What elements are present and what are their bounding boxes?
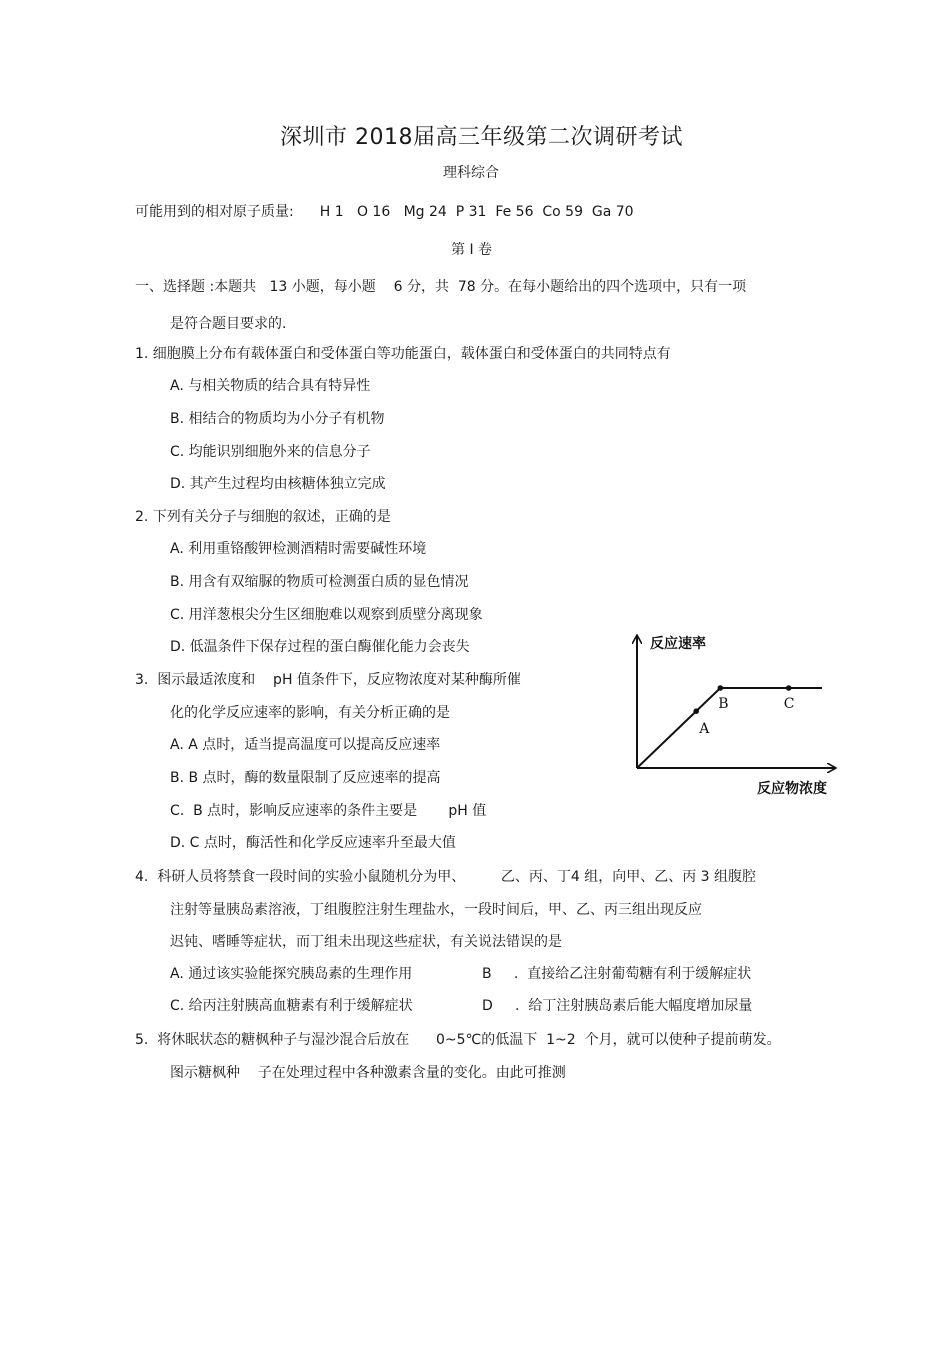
q2-option-d: D. 低温条件下保存过程的蛋白酶催化能力会丧失 [170,639,470,655]
q3-option-c: C. B 点时，影响反应速率的条件主要是 pH 值 [170,803,487,819]
page-title: 深圳市 2018届高三年级第二次调研考试 [280,125,683,150]
q2-stem: 2. 下列有关分子与细胞的叙述，正确的是 [135,509,391,525]
x-axis-label: 反应物浓度 [757,781,827,797]
point-a-marker [693,708,699,714]
q4-option-b: B . 直接给乙注射葡萄糖有利于缓解症状 [482,966,752,982]
q1-option-b: B. 相结合的物质均为小分子有机物 [170,411,385,427]
q3-option-a: A. A 点时，适当提高温度可以提高反应速率 [170,737,441,753]
q4-option-d: D . 给丁注射胰岛素后能大幅度增加尿量 [482,998,753,1014]
q3-stem-line2: 化的化学反应速率的影响，有关分析正确的是 [170,705,450,721]
point-c-marker [786,685,792,691]
page-subtitle: 理科综合 [443,165,499,181]
point-c-label: C [783,696,795,712]
q3-option-d: D. C 点时，酶活性和化学反应速率升至最大值 [170,835,456,851]
q3-option-b: B. B 点时，酶的数量限制了反应速率的提高 [170,770,441,786]
q4-option-a: A. 通过该实验能探究胰岛素的生理作用 [170,966,413,982]
q1-stem: 1. 细胞膜上分布有载体蛋白和受体蛋白等功能蛋白，载体蛋白和受体蛋白的共同特点有 [135,346,671,362]
q4-stem-line2: 注射等量胰岛素溶液，丁组腹腔注射生理盐水，一段时间后，甲、乙、丙三组出现反应 [170,902,702,918]
point-b-marker [718,685,724,691]
q2-option-b: B. 用含有双缩脲的物质可检测蛋白质的显色情况 [170,574,469,590]
q1-option-a: A. 与相关物质的结合具有特异性 [170,378,371,394]
q3-stem-line1: 3. 图示最适浓度和 pH 值条件下，反应物浓度对某种酶所催 [135,672,521,688]
atomic-mass-values: H 1 O 16 Mg 24 P 31 Fe 56 Co 59 Ga 70 [319,204,634,220]
q5-stem-line2: 图示糖枫种 子在处理过程中各种激素含量的变化。由此可推测 [170,1065,566,1081]
q4-stem-line3: 迟钝、嗜睡等症状，而丁组未出现这些症状，有关说法错误的是 [170,934,562,950]
q4-option-c: C. 给丙注射胰高血糖素有利于缓解症状 [170,998,413,1014]
volume-heading: 第 Ⅰ 卷 [451,242,493,258]
q1-option-c: C. 均能识别细胞外来的信息分子 [170,444,371,460]
q2-option-c: C. 用洋葱根尖分生区细胞难以观察到质壁分离现象 [170,607,483,623]
y-axis-label: 反应速率 [650,636,706,652]
section-instructions-line2: 是符合题目要求的. [170,316,287,332]
q5-stem-line1: 5. 将休眠状态的糖枫种子与湿沙混合后放在 0~5℃的低温下 1~2 个月，就可以使种子提前萌发。 [135,1032,781,1048]
q1-option-d: D. 其产生过程均由核糖体独立完成 [170,476,386,492]
point-a-label: A [699,721,710,738]
atomic-mass-label: 可能用到的相对原子质量: [135,204,294,220]
q4-stem-line1: 4. 科研人员将禁食一段时间的实验小鼠随机分为甲、 乙、丙、丁4 组，向甲、乙、丙 3 组腹腔 [135,869,757,885]
q2-option-a: A. 利用重铬酸钾检测酒精时需要碱性环境 [170,541,427,557]
section-instructions-line1: 一、选择题 :本题共 13 小题，每小题 6 分，共 78 分。在每小题给出的四个选项中，只有一项 [135,279,747,295]
atomic-mass-line [135,202,634,222]
point-b-label: B [718,696,729,712]
enzyme-rate-chart [622,628,852,803]
